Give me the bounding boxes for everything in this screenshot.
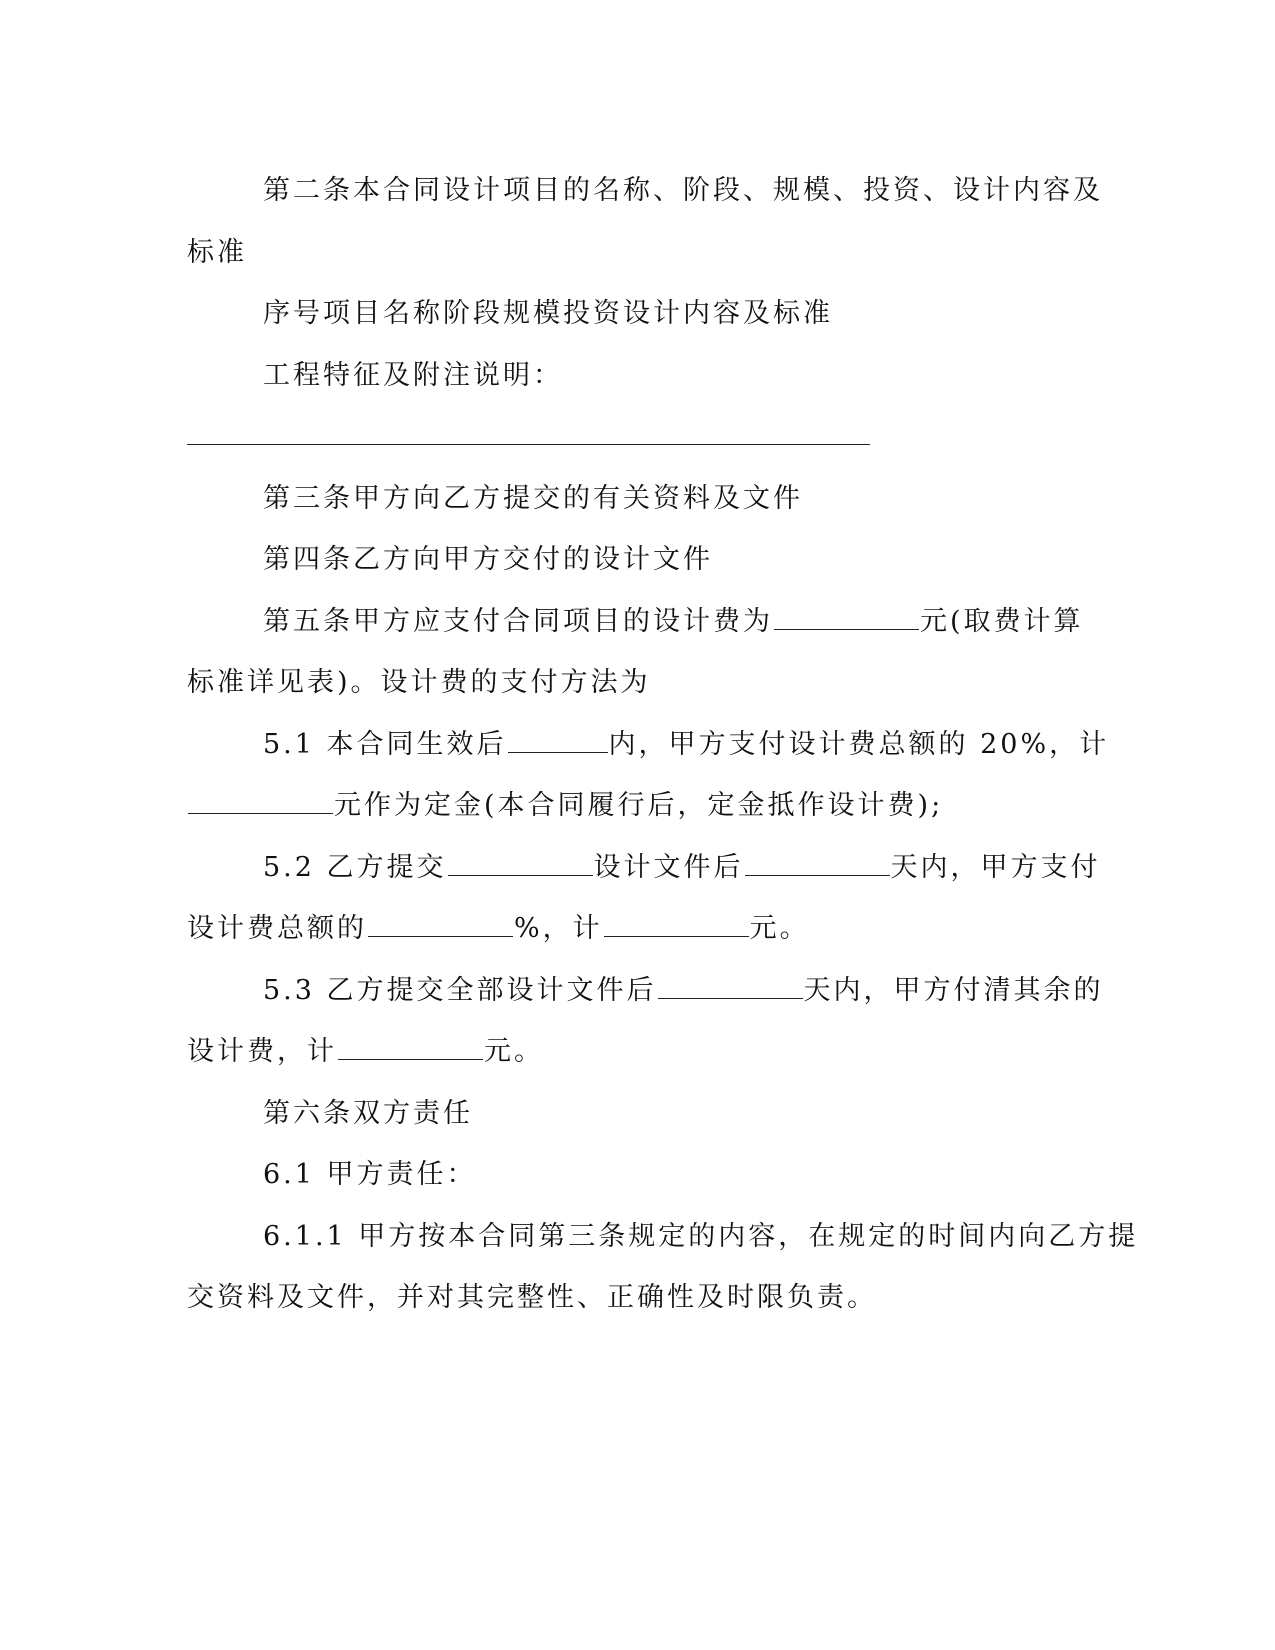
clause-5-3-text-a: 5.3 乙方提交全部设计文件后 [263, 974, 657, 1006]
features-label: 工程特征及附注说明： [263, 359, 563, 391]
effective-period-blank [508, 728, 608, 753]
clause-5-3-line-2 [187, 1021, 1077, 1083]
clause-5-2-text-b: 设计文件后 [593, 851, 744, 883]
amount-blank [604, 912, 749, 937]
clause-5-1-text-b: 内，甲方支付设计费总额的 20%，计 [608, 728, 1110, 760]
clause-6: 第六条双方责任 [263, 1097, 473, 1129]
final-amount-blank [338, 1035, 483, 1060]
clause-6-1-1-line-1: 6.1.1 甲方按本合同第三条规定的内容，在规定的时间内向乙方提 [263, 1220, 1139, 1252]
clause-5-1-line-1 [187, 714, 1110, 776]
clause-5-3-text-c: 设计费，计 [187, 1036, 337, 1067]
clause-5-2-line-1 [187, 837, 1101, 899]
clause-5-1-text-c: 元作为定金(本合同履行后，定金抵作设计费); [334, 790, 944, 821]
clause-5-2-text-c: 天内，甲方支付 [890, 851, 1101, 883]
clause-5-1-line-2 [187, 775, 1077, 837]
clause-5-1-text-a: 5.1 本合同生效后 [263, 728, 507, 760]
days-blank [745, 851, 890, 876]
clause-5-2-line-2 [187, 898, 1077, 960]
clause-4: 第四条乙方向甲方交付的设计文件 [263, 544, 713, 575]
clause-5-3-text-b: 天内，甲方付清其余的 [803, 974, 1104, 1006]
clause-5-line-1 [187, 591, 1084, 653]
percent-blank [368, 912, 513, 937]
clause-5-2-text-a: 5.2 乙方提交 [263, 851, 447, 883]
clause-5-3-text-d: 元。 [484, 1036, 544, 1067]
clause-3: 第三条甲方向乙方提交的有关资料及文件 [263, 482, 803, 514]
clause-2-line-1: 第二条本合同设计项目的名称、阶段、规模、投资、设计内容及 [263, 175, 1103, 206]
clause-2-line-2: 标准 [187, 236, 247, 268]
clause-5-2-text-d: 设计费总额的 [187, 913, 367, 944]
fee-amount-blank [774, 605, 919, 630]
clause-6-1-1-line-2: 交资料及文件，并对其完整性、正确性及时限负责。 [187, 1282, 877, 1313]
features-fill-line [187, 406, 1077, 468]
clause-5-2-text-e: %，计 [514, 913, 603, 944]
clause-5-text-b: 元(取费计算 [920, 605, 1084, 637]
final-days-blank [658, 974, 803, 999]
document-body [187, 160, 1139, 1329]
clause-5-text-a: 第五条甲方应支付合同项目的设计费为 [263, 605, 773, 637]
clause-5-2-text-f: 元。 [749, 913, 810, 944]
deposit-amount-blank [188, 789, 333, 814]
table-header-text: 序号项目名称阶段规模投资设计内容及标准 [263, 298, 833, 329]
clause-6-1: 6.1 甲方责任： [263, 1159, 477, 1190]
clause-5-line-2: 标准详见表)。设计费的支付方法为 [187, 667, 651, 698]
clause-5-3-line-1 [187, 960, 1104, 1022]
design-stage-blank [448, 851, 593, 876]
horizontal-rule [187, 444, 870, 445]
